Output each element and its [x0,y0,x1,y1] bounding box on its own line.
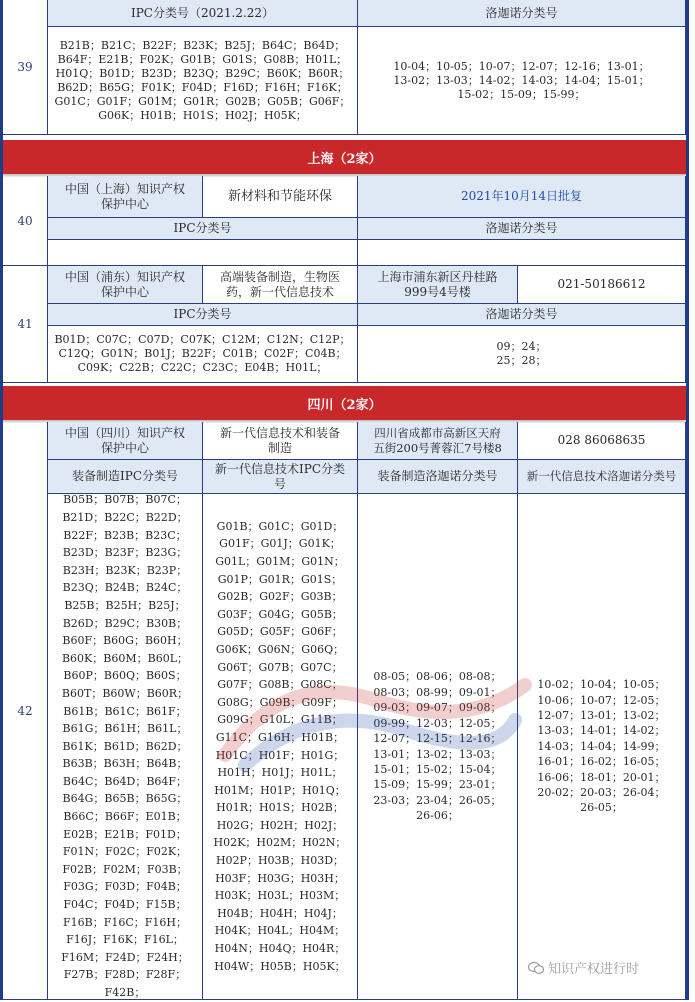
row-number: 42 [3,422,48,1000]
it-locarno-codes: 10-02；10-04；10-05； 10-06；10-07；12-05； 12-07；13-01；13-02； 13-03；14-01；14-02； 14-03；14-04；14-99； 16-01；16-02；16-05； 16-06；18-01；20-01； 20-02；20-03；26-04； 26-05； [518,494,686,1000]
address: 四川省成都市高新区天府 五街200号菁蓉汇7号楼8 [358,422,518,460]
section-header-shanghai: 上海（2家） [3,140,686,174]
row-number: 41 [3,266,48,383]
center-name: 中国（浦东）知识产权 保护中心 [48,266,203,304]
center-name: 中国（四川）知识产权 保护中心 [48,422,203,460]
locarno-codes-empty [358,240,686,266]
section-header-sichuan: 四川（2家） [3,386,686,420]
approval-date: 2021年10月14日批复 [358,176,686,218]
it-ipc-codes: G01B；G01C；G01D； G01F；G01J；G01K； G01L；G01M；G01N； G01P；G01R；G01S； G02B；G02F；G03B； G03F；G04G；G05B； G05D；G05F；G06F； G06K；G06N；G06Q； G06T；G07B；G07C； G07F；G08B；G08C； G08G；G09B；G09F； G09G；G10L；G11B； G11C；G16H；H01B； H01C；H01F；H01G； H01H；H01J；H01L； H01M；H01P；H01Q； H01R；H01S；H02B； H02G；H02H；H02J； H02K；H02M；H02N； H02P；H03B；H03D； H03F；H03G；H03H； H03K；H03L；H03M； H04B；H04H；H04J； H04K；H04L；H04M； H04N；H04Q；H04R； H04W；H05B；H05K； [203,494,358,1000]
phone: 021-50186612 [518,266,686,304]
equipment-locarno-header: 装备制造洛迦诺分类号 [358,460,518,494]
technical-field: 高端装备制造，生物医 药，新一代信息技术 [203,266,358,304]
locarno-codes: 10-04；10-05；10-07；12-07；12-16；13-01； 13-02；13-03；14-02；14-03；14-04；15-01； 15-02；15-09；15-99； [358,27,686,135]
ipc-codes: B01D；C07C；C07D；C07K；C12M；C12N；C12P； C12Q；G01N；B01J；B22F；C01B；C02F；C04B； C09K；C22B；C22C；C23C；E04B；H01L； [48,326,358,383]
center-name: 中国（上海）知识产权 保护中心 [48,176,203,218]
equipment-locarno-codes: 08-05；08-06；08-08； 08-03；08-99；09-01； 09-03；09-07；09-08； 09-99；12-03；12-05； 12-07；12-15；12-16； 13-01；13-02；13-03； 15-01；15-02；15-04； 15-09；15-99；23-01； 23-03；23-04；26-05； 26-06； [358,494,518,1000]
ipc-header: IPC分类号（2021.2.22） [48,0,358,27]
ipc-header: IPC分类号 [48,304,358,326]
phone: 028 86068635 [518,422,686,460]
it-ipc-header: 新一代信息技术IPC分类 号 [203,460,358,494]
locarno-codes: 09；24； 25；28； [358,326,686,383]
ipc-header: IPC分类号 [48,218,358,240]
technical-field: 新一代信息技术和装备 制造 [203,422,358,460]
wechat-icon [528,961,544,975]
equipment-ipc-header: 装备制造IPC分类号 [48,460,203,494]
equipment-ipc-codes: B05B；B07B；B07C； B21D；B22C；B22D； B22F；B23B；B23C； B23D；B23F；B23G； B23H；B23K；B23P； B23Q；B24B；B24C； B25B；B25H；B25J； B26D；B29C；B30B； B60F；B60G；B60H； B60K；B60M；B60L； B60P；B60Q；B60S； B60T；B60W；B60R； B61B；B61C；B61F； B61G；B61H；B61L； B61K；B61D；B62D； B63B；B63H；B64B； B64C；B64D；B64F； B64G；B65B；B65G； B66C；B66F；E01B； E02B；E21B；F01D； F01N；F02C；F02K； F02B；F02M；F03B； F03G；F03D；F04B； F04C；F04D；F15B； F16B；F16C；F16H； F16J；F16K；F16L； F16M；F24D；F24H； F27B；F28D；F28F； F42B； [48,494,203,1000]
brand-name: 知识产权进行时 [548,962,640,977]
it-locarno-header: 新一代信息技术洛迦诺分类号 [518,460,686,494]
ipc-codes: B21B；B21C；B22F；B23K；B25J；B64C；B64D； B64F；E21B；F02K；G01B；G01S；G08B；H01L； H01Q；B01D；B23D；B23Q；B29C；B60K；B60R； B62D；B65G；F01K；F04D；F16D；F16H；F16K； G01C；G01F；G01M；G01R；G02B；G05B；G06F； G06K；H01B；H01S；H02J；H05K； [48,27,358,135]
locarno-header: 洛迦诺分类号 [358,0,686,27]
ipc-codes-empty [48,240,358,266]
address: 上海市浦东新区丹桂路 999号4号楼 [358,266,518,304]
technical-field: 新材料和节能环保 [203,176,358,218]
locarno-header: 洛迦诺分类号 [358,304,686,326]
row-number: 39 [3,0,48,135]
row-number: 40 [3,176,48,266]
account-brand [528,958,639,977]
locarno-header: 洛迦诺分类号 [358,218,686,240]
